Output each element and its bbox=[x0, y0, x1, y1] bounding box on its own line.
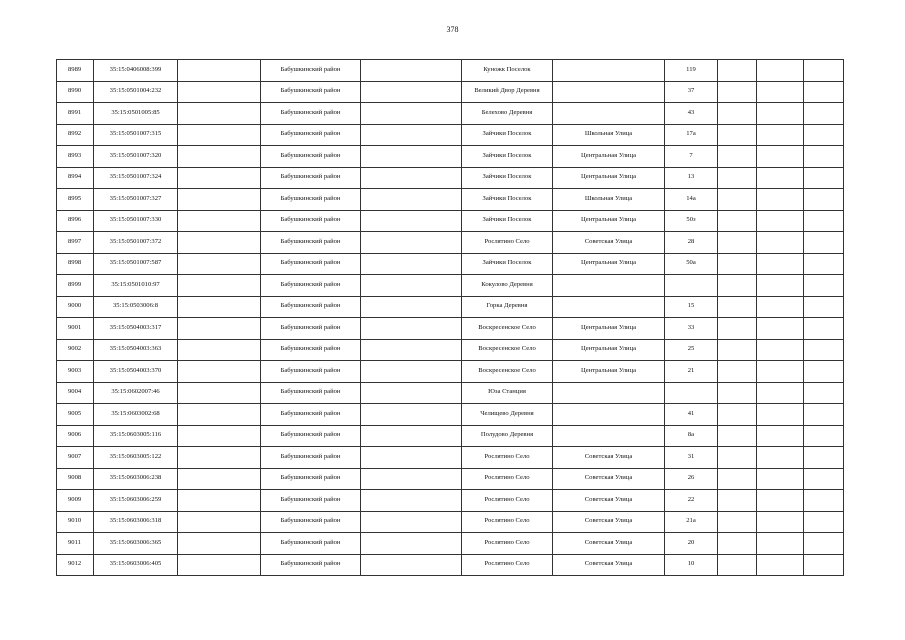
empty-cell bbox=[178, 361, 261, 383]
empty-cell bbox=[361, 81, 462, 103]
empty-cell bbox=[178, 81, 261, 103]
house-number-cell: 15 bbox=[665, 296, 718, 318]
cadastral-number-cell: 35:15:0503006:8 bbox=[94, 296, 178, 318]
house-number-cell: 17а bbox=[665, 124, 718, 146]
locality-cell: Зайчики Поселок bbox=[462, 146, 553, 168]
empty-cell bbox=[361, 468, 462, 490]
table-row bbox=[57, 81, 844, 103]
empty-cell bbox=[178, 232, 261, 254]
house-number-cell: 10 bbox=[665, 554, 718, 576]
empty-cell bbox=[804, 447, 844, 469]
empty-cell bbox=[804, 425, 844, 447]
district-cell: Бабушкинский район bbox=[261, 210, 361, 232]
district-cell: Бабушкинский район bbox=[261, 232, 361, 254]
empty-cell bbox=[804, 296, 844, 318]
empty-cell bbox=[757, 339, 804, 361]
empty-cell bbox=[718, 318, 757, 340]
street-cell bbox=[553, 81, 665, 103]
district-cell: Бабушкинский район bbox=[261, 81, 361, 103]
district-cell: Бабушкинский район bbox=[261, 296, 361, 318]
row-number-cell: 8993 bbox=[57, 146, 94, 168]
empty-cell bbox=[757, 167, 804, 189]
empty-cell bbox=[178, 468, 261, 490]
empty-cell bbox=[178, 124, 261, 146]
house-number-cell: 21а bbox=[665, 511, 718, 533]
empty-cell bbox=[757, 404, 804, 426]
empty-cell bbox=[804, 382, 844, 404]
empty-cell bbox=[718, 468, 757, 490]
table-row bbox=[57, 60, 844, 82]
cadastral-number-cell: 35:15:0603006:259 bbox=[94, 490, 178, 512]
empty-cell bbox=[361, 361, 462, 383]
row-number-cell: 8996 bbox=[57, 210, 94, 232]
empty-cell bbox=[804, 103, 844, 125]
table-row bbox=[57, 318, 844, 340]
house-number-cell: 13 bbox=[665, 167, 718, 189]
locality-cell: Кокулово Деревня bbox=[462, 275, 553, 297]
district-cell: Бабушкинский район bbox=[261, 404, 361, 426]
empty-cell bbox=[361, 253, 462, 275]
empty-cell bbox=[757, 146, 804, 168]
locality-cell: Зайчики Поселок bbox=[462, 189, 553, 211]
row-number-cell: 9004 bbox=[57, 382, 94, 404]
empty-cell bbox=[757, 490, 804, 512]
empty-cell bbox=[804, 146, 844, 168]
empty-cell bbox=[718, 210, 757, 232]
locality-cell: Челищево Деревня bbox=[462, 404, 553, 426]
cadastral-number-cell: 35:15:0501010:97 bbox=[94, 275, 178, 297]
house-number-cell: 37 bbox=[665, 81, 718, 103]
empty-cell bbox=[718, 167, 757, 189]
house-number-cell: 21 bbox=[665, 361, 718, 383]
empty-cell bbox=[718, 81, 757, 103]
district-cell: Бабушкинский район bbox=[261, 167, 361, 189]
row-number-cell: 9003 bbox=[57, 361, 94, 383]
empty-cell bbox=[804, 554, 844, 576]
cadastral-number-cell: 35:15:0501007:330 bbox=[94, 210, 178, 232]
empty-cell bbox=[361, 554, 462, 576]
empty-cell bbox=[718, 253, 757, 275]
empty-cell bbox=[718, 124, 757, 146]
locality-cell: Горка Деревня bbox=[462, 296, 553, 318]
street-cell: Школьная Улица bbox=[553, 189, 665, 211]
row-number-cell: 8990 bbox=[57, 81, 94, 103]
empty-cell bbox=[178, 404, 261, 426]
row-number-cell: 8995 bbox=[57, 189, 94, 211]
row-number-cell: 8998 bbox=[57, 253, 94, 275]
table-row bbox=[57, 511, 844, 533]
street-cell bbox=[553, 60, 665, 82]
empty-cell bbox=[757, 60, 804, 82]
table-row bbox=[57, 404, 844, 426]
empty-cell bbox=[361, 533, 462, 555]
table-row bbox=[57, 533, 844, 555]
row-number-cell: 9007 bbox=[57, 447, 94, 469]
house-number-cell: 119 bbox=[665, 60, 718, 82]
house-number-cell: 50з bbox=[665, 210, 718, 232]
cadastral-number-cell: 35:15:0501005:85 bbox=[94, 103, 178, 125]
empty-cell bbox=[757, 318, 804, 340]
street-cell: Советская Улица bbox=[553, 447, 665, 469]
row-number-cell: 9002 bbox=[57, 339, 94, 361]
district-cell: Бабушкинский район bbox=[261, 275, 361, 297]
empty-cell bbox=[718, 146, 757, 168]
empty-cell bbox=[804, 468, 844, 490]
locality-cell: Рослятино Село bbox=[462, 468, 553, 490]
empty-cell bbox=[757, 124, 804, 146]
empty-cell bbox=[804, 232, 844, 254]
empty-cell bbox=[178, 318, 261, 340]
empty-cell bbox=[804, 339, 844, 361]
empty-cell bbox=[757, 296, 804, 318]
house-number-cell: 14а bbox=[665, 189, 718, 211]
cadastral-number-cell: 35:15:0603006:365 bbox=[94, 533, 178, 555]
street-cell: Советская Улица bbox=[553, 533, 665, 555]
row-number-cell: 9000 bbox=[57, 296, 94, 318]
cadastral-number-cell: 35:15:0504003:363 bbox=[94, 339, 178, 361]
table-row bbox=[57, 232, 844, 254]
table-row bbox=[57, 425, 844, 447]
empty-cell bbox=[718, 425, 757, 447]
house-number-cell: 41 bbox=[665, 404, 718, 426]
street-cell: Советская Улица bbox=[553, 232, 665, 254]
district-cell: Бабушкинский район bbox=[261, 361, 361, 383]
street-cell bbox=[553, 103, 665, 125]
street-cell bbox=[553, 275, 665, 297]
house-number-cell: 31 bbox=[665, 447, 718, 469]
district-cell: Бабушкинский район bbox=[261, 339, 361, 361]
empty-cell bbox=[178, 167, 261, 189]
cadastral-number-cell: 35:15:0602007:46 bbox=[94, 382, 178, 404]
cadastral-number-cell: 35:15:0603005:122 bbox=[94, 447, 178, 469]
empty-cell bbox=[718, 511, 757, 533]
empty-cell bbox=[178, 382, 261, 404]
table-row bbox=[57, 253, 844, 275]
table-row bbox=[57, 189, 844, 211]
empty-cell bbox=[804, 533, 844, 555]
empty-cell bbox=[718, 232, 757, 254]
street-cell: Центральная Улица bbox=[553, 253, 665, 275]
table-row bbox=[57, 361, 844, 383]
empty-cell bbox=[178, 511, 261, 533]
street-cell: Советская Улица bbox=[553, 511, 665, 533]
locality-cell: Великий Двор Деревня bbox=[462, 81, 553, 103]
house-number-cell: 8а bbox=[665, 425, 718, 447]
street-cell: Центральная Улица bbox=[553, 167, 665, 189]
empty-cell bbox=[718, 490, 757, 512]
locality-cell: Зайчики Поселок bbox=[462, 167, 553, 189]
house-number-cell: 22 bbox=[665, 490, 718, 512]
empty-cell bbox=[804, 511, 844, 533]
district-cell: Бабушкинский район bbox=[261, 103, 361, 125]
table-row bbox=[57, 296, 844, 318]
empty-cell bbox=[178, 146, 261, 168]
cadastral-number-cell: 35:15:0501007:315 bbox=[94, 124, 178, 146]
cadastral-number-cell: 35:15:0406008:399 bbox=[94, 60, 178, 82]
empty-cell bbox=[804, 275, 844, 297]
street-cell: Советская Улица bbox=[553, 468, 665, 490]
row-number-cell: 8992 bbox=[57, 124, 94, 146]
table-row bbox=[57, 124, 844, 146]
district-cell: Бабушкинский район bbox=[261, 60, 361, 82]
empty-cell bbox=[718, 533, 757, 555]
row-number-cell: 8994 bbox=[57, 167, 94, 189]
empty-cell bbox=[757, 275, 804, 297]
table-row bbox=[57, 382, 844, 404]
empty-cell bbox=[178, 210, 261, 232]
district-cell: Бабушкинский район bbox=[261, 318, 361, 340]
empty-cell bbox=[178, 490, 261, 512]
table-row bbox=[57, 447, 844, 469]
empty-cell bbox=[178, 60, 261, 82]
district-cell: Бабушкинский район bbox=[261, 554, 361, 576]
empty-cell bbox=[178, 275, 261, 297]
cadastral-number-cell: 35:15:0603002:68 bbox=[94, 404, 178, 426]
street-cell: Центральная Улица bbox=[553, 318, 665, 340]
empty-cell bbox=[757, 425, 804, 447]
row-number-cell: 8999 bbox=[57, 275, 94, 297]
locality-cell: Воскресенское Село bbox=[462, 339, 553, 361]
empty-cell bbox=[361, 60, 462, 82]
empty-cell bbox=[718, 189, 757, 211]
street-cell: Школьная Улица bbox=[553, 124, 665, 146]
district-cell: Бабушкинский район bbox=[261, 533, 361, 555]
street-cell: Центральная Улица bbox=[553, 210, 665, 232]
table-body bbox=[57, 60, 844, 576]
empty-cell bbox=[361, 124, 462, 146]
empty-cell bbox=[718, 339, 757, 361]
cadastral-number-cell: 35:15:0501007:372 bbox=[94, 232, 178, 254]
empty-cell bbox=[804, 361, 844, 383]
street-cell: Центральная Улица bbox=[553, 146, 665, 168]
locality-cell: Рослятино Село bbox=[462, 447, 553, 469]
locality-cell: Рослятино Село bbox=[462, 490, 553, 512]
cadastral-number-cell: 35:15:0504003:370 bbox=[94, 361, 178, 383]
empty-cell bbox=[178, 189, 261, 211]
empty-cell bbox=[361, 382, 462, 404]
empty-cell bbox=[718, 361, 757, 383]
house-number-cell: 26 bbox=[665, 468, 718, 490]
district-cell: Бабушкинский район bbox=[261, 146, 361, 168]
cadastral-number-cell: 35:15:0501007:324 bbox=[94, 167, 178, 189]
locality-cell: Юза Станция bbox=[462, 382, 553, 404]
table-row bbox=[57, 103, 844, 125]
table-row bbox=[57, 210, 844, 232]
street-cell: Центральная Улица bbox=[553, 361, 665, 383]
empty-cell bbox=[178, 296, 261, 318]
table-row bbox=[57, 167, 844, 189]
locality-cell: Белехово Деревня bbox=[462, 103, 553, 125]
street-cell bbox=[553, 382, 665, 404]
row-number-cell: 9009 bbox=[57, 490, 94, 512]
street-cell: Советская Улица bbox=[553, 554, 665, 576]
house-number-cell: 20 bbox=[665, 533, 718, 555]
registry-table bbox=[56, 59, 844, 576]
empty-cell bbox=[804, 318, 844, 340]
locality-cell: Полудово Деревня bbox=[462, 425, 553, 447]
empty-cell bbox=[718, 275, 757, 297]
empty-cell bbox=[757, 189, 804, 211]
cadastral-number-cell: 35:15:0603005:116 bbox=[94, 425, 178, 447]
empty-cell bbox=[757, 533, 804, 555]
street-cell bbox=[553, 404, 665, 426]
house-number-cell bbox=[665, 275, 718, 297]
table-row bbox=[57, 490, 844, 512]
row-number-cell: 9012 bbox=[57, 554, 94, 576]
empty-cell bbox=[804, 81, 844, 103]
empty-cell bbox=[718, 103, 757, 125]
empty-cell bbox=[361, 447, 462, 469]
empty-cell bbox=[804, 60, 844, 82]
empty-cell bbox=[361, 339, 462, 361]
empty-cell bbox=[718, 554, 757, 576]
empty-cell bbox=[718, 447, 757, 469]
empty-cell bbox=[178, 425, 261, 447]
empty-cell bbox=[361, 189, 462, 211]
district-cell: Бабушкинский район bbox=[261, 511, 361, 533]
house-number-cell: 25 bbox=[665, 339, 718, 361]
empty-cell bbox=[178, 339, 261, 361]
cadastral-number-cell: 35:15:0501007:587 bbox=[94, 253, 178, 275]
empty-cell bbox=[361, 146, 462, 168]
empty-cell bbox=[361, 490, 462, 512]
locality-cell: Рослятино Село bbox=[462, 533, 553, 555]
row-number-cell: 9001 bbox=[57, 318, 94, 340]
empty-cell bbox=[178, 533, 261, 555]
table-row bbox=[57, 554, 844, 576]
district-cell: Бабушкинский район bbox=[261, 425, 361, 447]
empty-cell bbox=[178, 447, 261, 469]
street-cell: Советская Улица bbox=[553, 490, 665, 512]
empty-cell bbox=[178, 253, 261, 275]
empty-cell bbox=[361, 296, 462, 318]
empty-cell bbox=[757, 361, 804, 383]
empty-cell bbox=[361, 275, 462, 297]
table-row bbox=[57, 468, 844, 490]
empty-cell bbox=[361, 318, 462, 340]
row-number-cell: 9011 bbox=[57, 533, 94, 555]
empty-cell bbox=[757, 210, 804, 232]
empty-cell bbox=[757, 468, 804, 490]
row-number-cell: 9005 bbox=[57, 404, 94, 426]
table-row bbox=[57, 339, 844, 361]
empty-cell bbox=[361, 404, 462, 426]
locality-cell: Рослятино Село bbox=[462, 232, 553, 254]
district-cell: Бабушкинский район bbox=[261, 124, 361, 146]
empty-cell bbox=[804, 167, 844, 189]
house-number-cell: 7 bbox=[665, 146, 718, 168]
district-cell: Бабушкинский район bbox=[261, 382, 361, 404]
cadastral-number-cell: 35:15:0501004:232 bbox=[94, 81, 178, 103]
empty-cell bbox=[804, 210, 844, 232]
empty-cell bbox=[718, 404, 757, 426]
house-number-cell bbox=[665, 382, 718, 404]
empty-cell bbox=[757, 511, 804, 533]
row-number-cell: 8989 bbox=[57, 60, 94, 82]
empty-cell bbox=[804, 490, 844, 512]
empty-cell bbox=[178, 103, 261, 125]
cadastral-number-cell: 35:15:0501007:327 bbox=[94, 189, 178, 211]
empty-cell bbox=[804, 253, 844, 275]
empty-cell bbox=[757, 382, 804, 404]
empty-cell bbox=[361, 210, 462, 232]
locality-cell: Рослятино Село bbox=[462, 511, 553, 533]
empty-cell bbox=[757, 447, 804, 469]
empty-cell bbox=[757, 554, 804, 576]
house-number-cell: 50а bbox=[665, 253, 718, 275]
locality-cell: Зайчики Поселок bbox=[462, 124, 553, 146]
empty-cell bbox=[178, 554, 261, 576]
row-number-cell: 8991 bbox=[57, 103, 94, 125]
locality-cell: Воскресенское Село bbox=[462, 318, 553, 340]
locality-cell: Воскресенское Село bbox=[462, 361, 553, 383]
locality-cell: Зайчики Поселок bbox=[462, 210, 553, 232]
empty-cell bbox=[757, 81, 804, 103]
cadastral-number-cell: 35:15:0603006:238 bbox=[94, 468, 178, 490]
empty-cell bbox=[361, 425, 462, 447]
empty-cell bbox=[757, 103, 804, 125]
house-number-cell: 33 bbox=[665, 318, 718, 340]
empty-cell bbox=[757, 232, 804, 254]
cadastral-number-cell: 35:15:0504003:317 bbox=[94, 318, 178, 340]
cadastral-number-cell: 35:15:0603006:405 bbox=[94, 554, 178, 576]
row-number-cell: 9008 bbox=[57, 468, 94, 490]
empty-cell bbox=[718, 382, 757, 404]
district-cell: Бабушкинский район bbox=[261, 253, 361, 275]
empty-cell bbox=[361, 167, 462, 189]
page-number: 378 bbox=[446, 25, 459, 34]
locality-cell: Рослятино Село bbox=[462, 554, 553, 576]
street-cell bbox=[553, 425, 665, 447]
street-cell bbox=[553, 296, 665, 318]
empty-cell bbox=[804, 189, 844, 211]
empty-cell bbox=[757, 253, 804, 275]
empty-cell bbox=[361, 511, 462, 533]
empty-cell bbox=[718, 296, 757, 318]
empty-cell bbox=[361, 103, 462, 125]
street-cell: Центральная Улица bbox=[553, 339, 665, 361]
locality-cell: Куножк Поселок bbox=[462, 60, 553, 82]
district-cell: Бабушкинский район bbox=[261, 189, 361, 211]
district-cell: Бабушкинский район bbox=[261, 447, 361, 469]
row-number-cell: 9010 bbox=[57, 511, 94, 533]
cadastral-number-cell: 35:15:0501007:320 bbox=[94, 146, 178, 168]
table-row bbox=[57, 146, 844, 168]
empty-cell bbox=[361, 232, 462, 254]
empty-cell bbox=[718, 60, 757, 82]
district-cell: Бабушкинский район bbox=[261, 490, 361, 512]
row-number-cell: 9006 bbox=[57, 425, 94, 447]
house-number-cell: 43 bbox=[665, 103, 718, 125]
locality-cell: Зайчики Поселок bbox=[462, 253, 553, 275]
empty-cell bbox=[804, 404, 844, 426]
empty-cell bbox=[804, 124, 844, 146]
table-row bbox=[57, 275, 844, 297]
house-number-cell: 28 bbox=[665, 232, 718, 254]
district-cell: Бабушкинский район bbox=[261, 468, 361, 490]
cadastral-number-cell: 35:15:0603006:318 bbox=[94, 511, 178, 533]
row-number-cell: 8997 bbox=[57, 232, 94, 254]
